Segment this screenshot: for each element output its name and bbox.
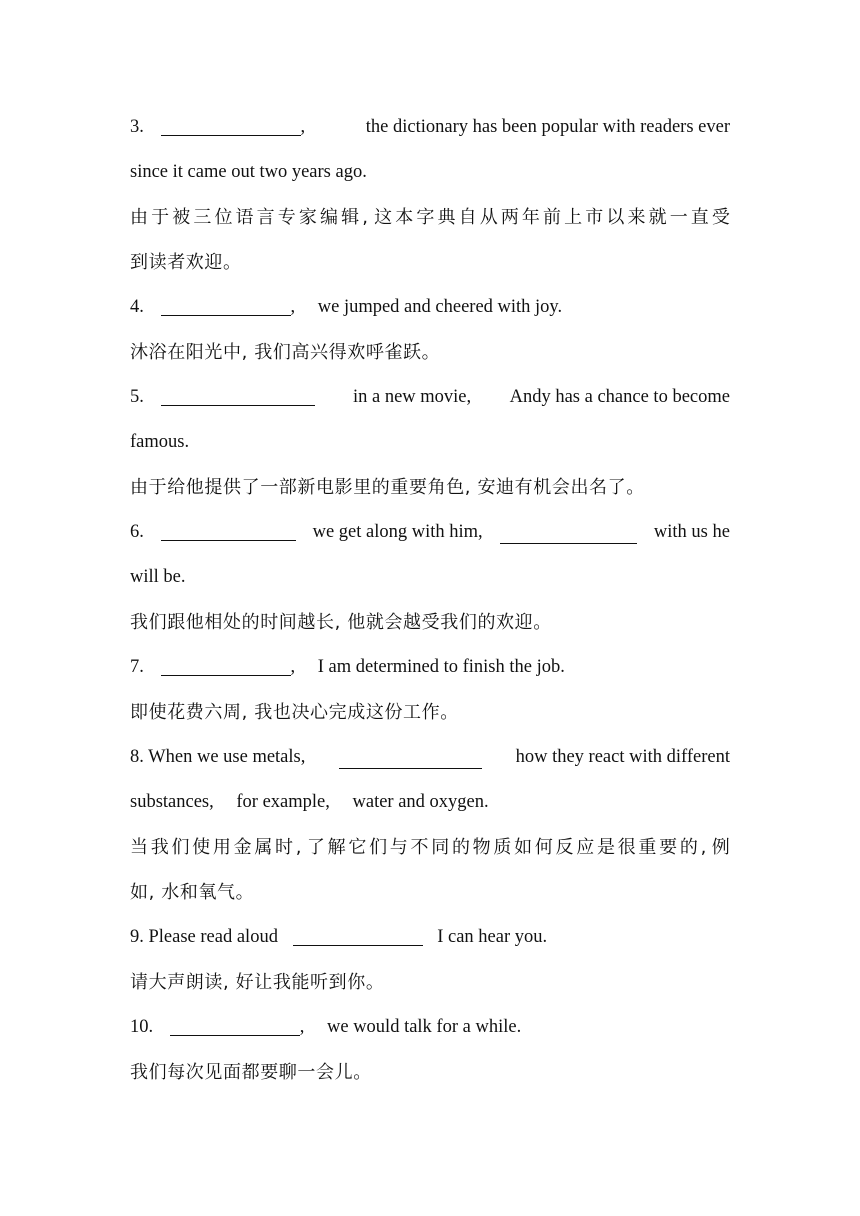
item-5-line-1	[130, 375, 730, 420]
glyph: 很	[617, 837, 636, 858]
item-3-text-1: the dictionary has been popular with readers ever	[365, 117, 730, 137]
glyph: 的	[679, 837, 698, 858]
item-9-text-1: I can hear you.	[437, 927, 548, 947]
item-5-blank[interactable]	[161, 383, 315, 406]
glyph: 三	[193, 207, 212, 228]
item-8-blank[interactable]	[339, 746, 482, 769]
glyph: 反	[555, 837, 574, 858]
glyph: 重	[638, 837, 657, 858]
item-7-text-1: I am determined to finish the job.	[317, 657, 565, 677]
glyph: 字	[416, 207, 435, 228]
glyph: 不	[410, 837, 429, 858]
item-4-line-1	[130, 285, 730, 330]
glyph: 应	[576, 837, 595, 858]
item-5-text-2: famous.	[130, 432, 190, 452]
glyph: 编	[319, 207, 338, 228]
glyph: 何	[534, 837, 553, 858]
item-4-translation-1: 沐浴在阳光中, 我们高兴得欢呼雀跃。	[130, 342, 441, 363]
glyph: 物	[472, 837, 491, 858]
item-4-number: 4.	[130, 297, 144, 317]
glyph: 受	[711, 207, 730, 228]
glyph: 例	[711, 837, 730, 858]
glyph: 同	[431, 837, 450, 858]
glyph: 市	[585, 207, 604, 228]
item-3-comma: ,	[300, 117, 306, 137]
item-6-text-1a: we get along with him,	[312, 522, 483, 542]
item-4-comma: ,	[290, 297, 296, 317]
glyph: 们	[171, 837, 190, 858]
glyph: 当	[130, 837, 148, 858]
glyph: ,	[362, 207, 368, 228]
item-6-blank-1[interactable]	[161, 518, 296, 541]
item-10-translation-1: 我们每次见面都要聊一会儿。	[130, 1062, 372, 1083]
item-10-comma: ,	[299, 1017, 305, 1037]
item-3-line-1	[130, 105, 730, 150]
glyph: 典	[437, 207, 456, 228]
item-6-number: 6.	[130, 522, 144, 542]
glyph: 如	[514, 837, 533, 858]
glyph: 它	[348, 837, 367, 858]
item-9-translation-1: 请大声朗读, 好让我能听到你。	[130, 972, 385, 993]
glyph: 时	[275, 837, 294, 858]
glyph: 于	[151, 207, 170, 228]
glyph: 质	[493, 837, 512, 858]
item-7-blank[interactable]	[161, 653, 291, 676]
item-7-translation-1: 即使花费六周, 我也决心完成这份工作。	[130, 702, 459, 723]
glyph: 位	[214, 207, 233, 228]
glyph: 从	[479, 207, 498, 228]
glyph: ,	[700, 837, 707, 858]
glyph: ,	[295, 837, 302, 858]
item-8-text-1: how they react with different	[515, 747, 730, 767]
glyph: 上	[564, 207, 583, 228]
glyph: 的	[451, 837, 470, 858]
glyph: 使	[192, 837, 211, 858]
glyph: 我	[150, 837, 169, 858]
glyph: 解	[327, 837, 346, 858]
item-10-text-1: we would talk for a while.	[327, 1017, 522, 1037]
item-6-blank-2[interactable]	[500, 521, 637, 544]
glyph: 金	[233, 837, 252, 858]
glyph: 两	[500, 207, 519, 228]
item-10-number: 10.	[130, 1017, 154, 1037]
item-6-line-1	[130, 510, 730, 555]
item-3-translation-2: 到读者欢迎。	[130, 252, 242, 273]
glyph: 由	[130, 207, 148, 228]
glyph: 就	[648, 207, 667, 228]
glyph: 言	[256, 207, 275, 228]
glyph: 来	[627, 207, 646, 228]
glyph: 以	[606, 207, 625, 228]
glyph: 了	[306, 837, 325, 858]
glyph: 这	[374, 207, 393, 228]
item-7-comma: ,	[290, 657, 296, 677]
item-8-line-1	[130, 735, 730, 780]
item-3-text-2: since it came out two years ago.	[130, 162, 367, 182]
glyph: 前	[543, 207, 562, 228]
item-5-translation-1: 由于给他提供了一部新电影里的重要角色, 安迪有机会出名了。	[130, 477, 645, 498]
item-7-number: 7.	[130, 657, 144, 677]
glyph: 用	[212, 837, 231, 858]
item-6-translation-1: 我们跟他相处的时间越长, 他就会越受我们的欢迎。	[130, 612, 552, 633]
item-10-line-1	[130, 1005, 730, 1050]
glyph: 自	[458, 207, 477, 228]
glyph: 被	[172, 207, 191, 228]
glyph: 属	[254, 837, 273, 858]
exercise-page	[130, 105, 730, 1095]
item-3-translation-1	[130, 195, 730, 240]
item-7-line-1	[130, 645, 730, 690]
glyph: 一	[669, 207, 688, 228]
item-4-text-1: we jumped and cheered with joy.	[317, 297, 563, 317]
item-9-prefix: 9. Please read aloud	[130, 927, 278, 947]
glyph: 辑	[341, 207, 360, 228]
glyph: 年	[521, 207, 540, 228]
item-8-line-2	[130, 780, 730, 825]
item-8-translation-2: 如, 水和氧气。	[130, 882, 255, 903]
item-8-text-2c: water and oxygen.	[352, 792, 489, 812]
glyph: 专	[277, 207, 296, 228]
item-3-number: 3.	[130, 117, 144, 137]
item-4-blank[interactable]	[161, 293, 291, 316]
glyph: 本	[395, 207, 414, 228]
glyph: 语	[235, 207, 254, 228]
item-9-blank[interactable]	[293, 923, 423, 946]
item-5-text-1a: in a new movie,	[352, 387, 472, 407]
glyph: 是	[596, 837, 615, 858]
item-10-blank[interactable]	[170, 1013, 300, 1036]
item-8-text-2a: substances,	[130, 792, 214, 812]
glyph: 与	[389, 837, 408, 858]
item-9-line-1	[130, 915, 730, 960]
item-8-translation-1	[130, 825, 730, 870]
item-5-text-1b: Andy has a chance to become	[509, 387, 730, 407]
glyph: 直	[690, 207, 709, 228]
item-5-number: 5.	[130, 387, 144, 407]
glyph: 家	[298, 207, 317, 228]
glyph: 们	[369, 837, 388, 858]
item-8-prefix: 8. When we use metals,	[130, 747, 306, 767]
item-6-text-1b: with us he	[653, 522, 730, 542]
glyph: 要	[659, 837, 678, 858]
item-8-text-2b: for example,	[236, 792, 330, 812]
item-6-text-2: will be.	[130, 567, 186, 587]
item-3-blank[interactable]	[161, 113, 301, 136]
